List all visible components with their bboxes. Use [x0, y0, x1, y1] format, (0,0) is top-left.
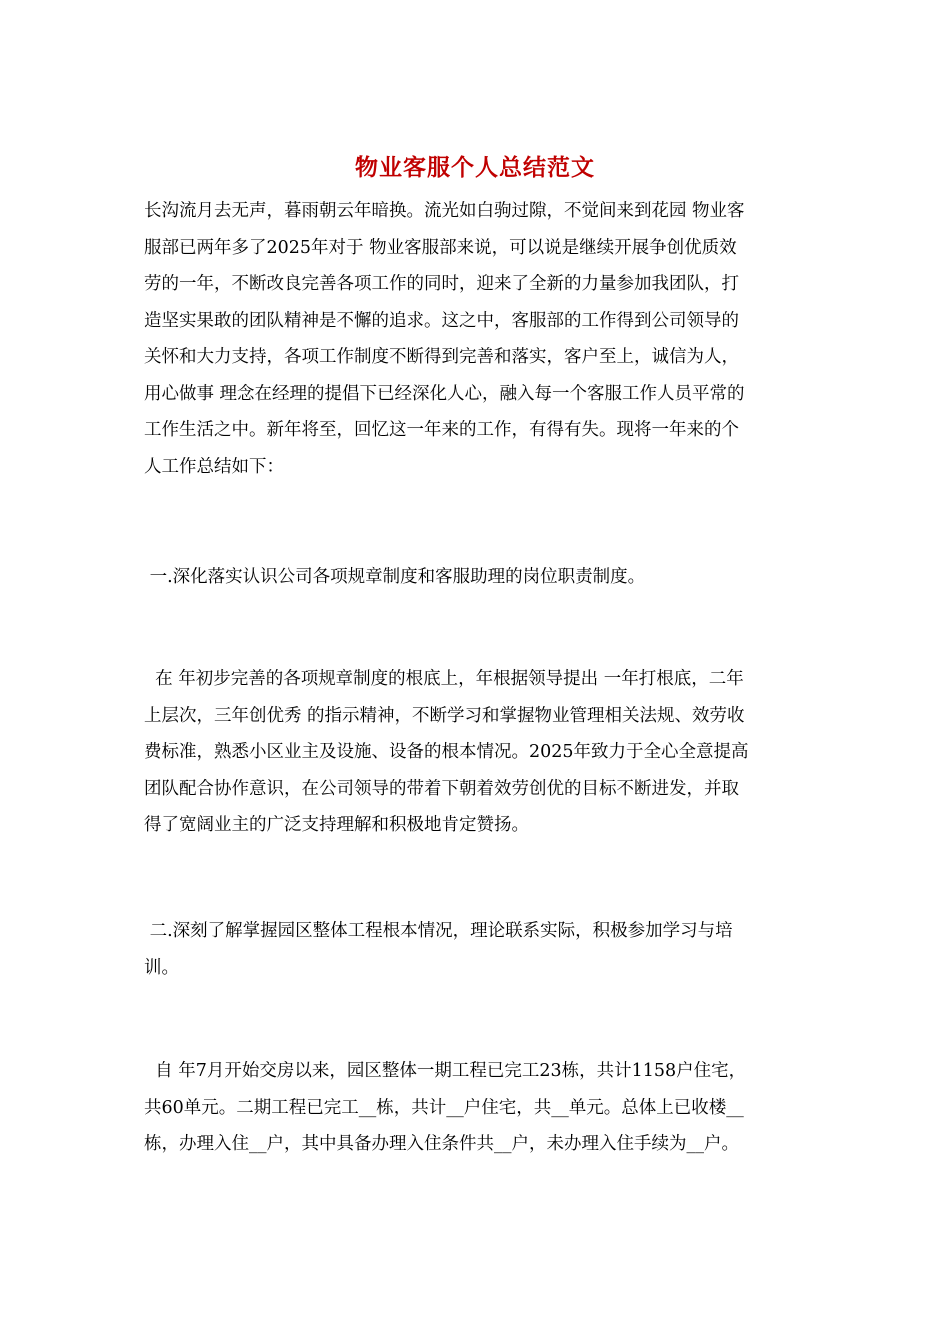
section-1-heading: 一.深化落实认识公司各项规章制度和客服助理的岗位职责制度。	[144, 567, 646, 587]
section-2-paragraph: 自 年7月开始交房以来，园区整体一期工程已完工23栋，共计1158户住宅， 共60单元。二期工程已完工__栋，共计__户住宅，共__单元。总体上已收楼__ 栋，办理入住__户，其中具备办理入住条件共__户，未办理入住手续为__户。	[144, 1061, 747, 1154]
intro-paragraph: 长沟流月去无声，暮雨朝云年暗换。流光如白驹过隙，不觉间来到花园 物业客 服部已两年多了2025年对于 物业客服部来说，可以说是继续开展争创优质效 劳的一年，不断改良完善各项工作的同时，迎来了全新的力量参加我团队，打 造坚实果敢的团队精神是不懈的追求。这之中，客服部的工作得到公司领导的 关怀和大力支持，各项工作制度不断得到完善和落实，客户至上，诚信为人， 用心做事 理念在经理的提倡下已经深化人心，融入每一个客服工作人员平常的 工作生活之中。新年将至，回忆这一年来的工作，有得有失。现将一年来的个 人工作总结如下：	[144, 201, 745, 477]
section-1-paragraph: 在 年初步完善的各项规章制度的根底上，年根据领导提出 一年打根底，二年 上层次，三年创优秀 的指示精神，不断学习和掌握物业管理相关法规、效劳收 费标准，熟悉小区业主及设施、设备的根本情况。2025年致力于全心全意提高 团队配合协作意识，在公司领导的带着下朝着效劳创优的目标不断进发，并取 得了宽阔业主的广泛支持理解和积极地肯定赞扬。	[144, 669, 749, 835]
section-2-heading: 二.深刻了解掌握园区整体工程根本情况，理论联系实际，积极参加学习与培 训。	[144, 921, 733, 978]
document-title: 物业客服个人总结范文	[355, 154, 595, 181]
